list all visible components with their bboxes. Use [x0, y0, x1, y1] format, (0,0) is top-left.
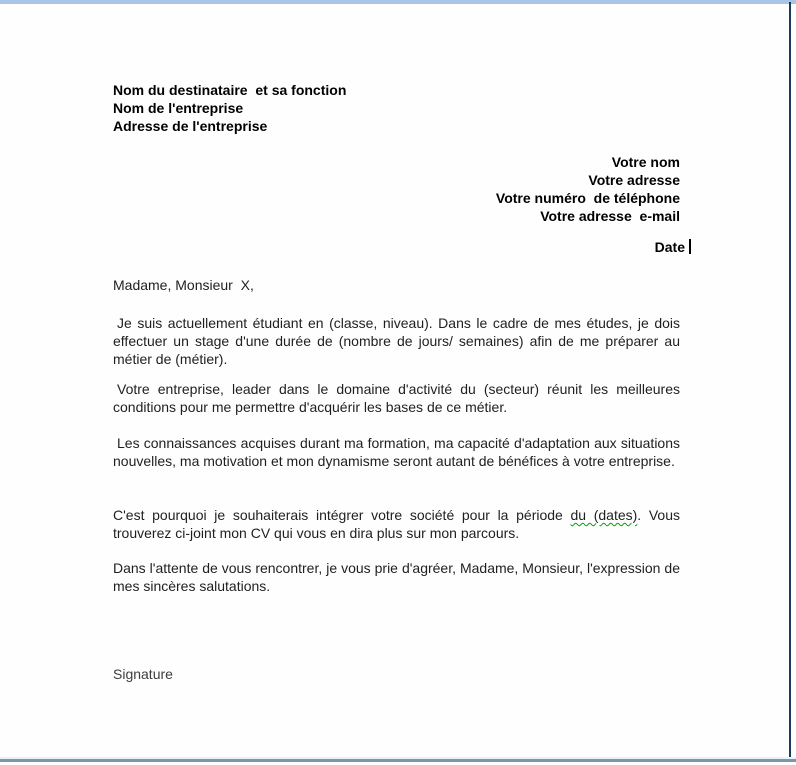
paragraph-company[interactable]: Votre entreprise, leader dans le domaine d'activité du (secteur) réunit les meilleures conditions pour me permettre d'acquérir les bases de ce métier.	[113, 381, 680, 415]
paragraph-request[interactable]	[113, 506, 680, 542]
sender-phone[interactable]: Votre numéro de téléphone	[495, 190, 680, 206]
paragraph-closing[interactable]: Dans l'attente de vous rencontrer, je vous prie d'agréer, Madame, Monsieur, l'expression de mes sincères salutations.	[113, 560, 680, 594]
page-border-top	[0, 0, 796, 4]
sender-address[interactable]: Votre adresse	[588, 172, 680, 188]
recipient-company-address[interactable]: Adresse de l'entreprise	[113, 118, 268, 134]
salutation-line[interactable]: Madame, Monsieur X,	[113, 277, 254, 293]
page-border-right	[789, 2, 791, 760]
paragraph-skills[interactable]: Les connaissances acquises durant ma formation, ma capacité d'adaptation aux situations nouvelles, ma motivation et mon dynamisme seront autant de bénéfices à votre entreprise.	[113, 435, 680, 469]
request-text-before: C'est pourquoi je souhaiterais intégrer votre société pour la période	[113, 507, 571, 523]
recipient-company-name[interactable]: Nom de l'entreprise	[113, 100, 244, 116]
sender-block[interactable]	[113, 153, 680, 225]
request-text-after: . Vous trouverez ci-joint mon CV qui vous en dira plus sur mon parcours.	[113, 507, 680, 541]
sender-name[interactable]: Votre nom	[611, 154, 680, 170]
date-line[interactable]	[113, 238, 691, 256]
recipient-name-function[interactable]: Nom du destinataire et sa fonction	[113, 82, 347, 98]
sender-email[interactable]: Votre adresse e-mail	[540, 208, 680, 224]
page-border-bottom	[0, 759, 796, 762]
recipient-block[interactable]	[113, 81, 680, 135]
paragraph-introduction[interactable]: Je suis actuellement étudiant en (classe, niveau). Dans le cadre de mes études, je dois effectuer un stage d'une durée de (nombre de jours/ semaines) afin de me préparer au métier de (métier).	[113, 315, 680, 367]
text-caret	[689, 239, 691, 254]
signature-placeholder[interactable]: Signature	[113, 666, 173, 682]
grammar-check-underline: du (dates)	[570, 507, 638, 523]
date-label: Date	[654, 239, 685, 255]
